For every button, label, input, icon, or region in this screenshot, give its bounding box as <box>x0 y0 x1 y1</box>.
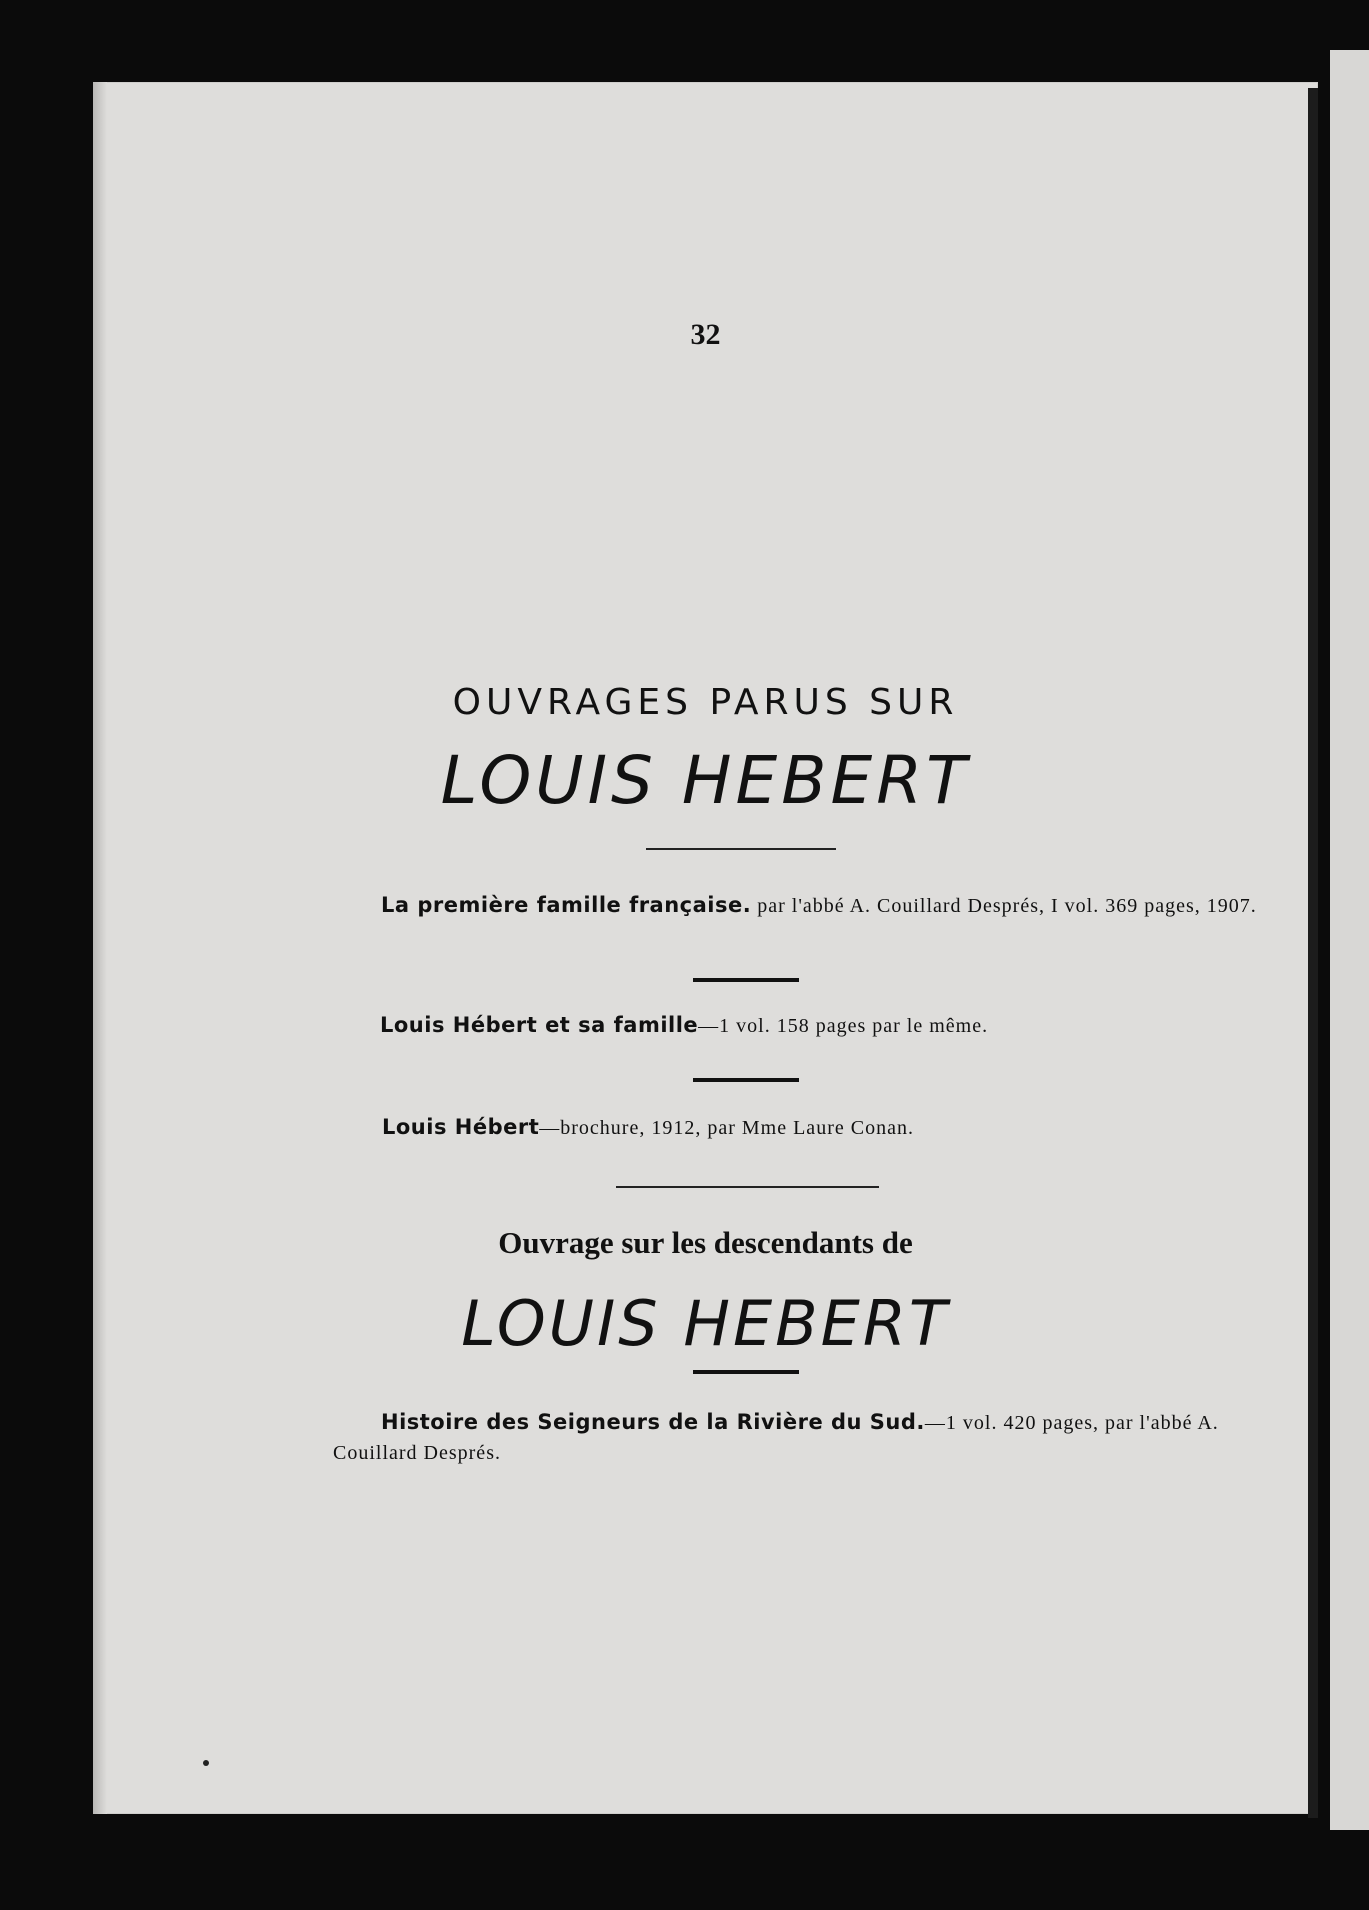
entry-detail: —brochure, 1912, par Mme Laure Conan. <box>539 1117 914 1139</box>
divider <box>693 1370 799 1374</box>
divider <box>693 1078 799 1082</box>
section-heading-name: LOUIS HEBERT <box>440 742 971 819</box>
entry-detail: par l'abbé A. Couillard Després, I vol. 369 pages, 1907. <box>751 895 1257 917</box>
page-edge-shadow <box>93 82 107 1814</box>
section-heading-name-2: LOUIS HEBERT <box>461 1287 950 1360</box>
page-number: 32 <box>690 318 721 351</box>
page-binding <box>1308 88 1318 1818</box>
divider <box>616 1186 879 1188</box>
entry-title: Histoire des Seigneurs de la Rivière du Sud. <box>381 1410 925 1434</box>
bibliography-entry <box>333 1407 1273 1468</box>
book-page <box>93 82 1318 1814</box>
bibliography-entry <box>382 1112 1272 1143</box>
scan-speck <box>203 1760 209 1766</box>
section-heading-works: OUVRAGES PARUS SUR <box>452 682 959 723</box>
entry-detail: —1 vol. 420 pages, par l'abbé A. Couillard Després. <box>333 1412 1219 1464</box>
entry-detail: —1 vol. 158 pages par le même. <box>698 1015 989 1037</box>
adjacent-page-edge <box>1330 50 1369 1830</box>
section-heading-descendants: Ouvrage sur les descendants de <box>498 1225 913 1260</box>
entry-title: Louis Hébert et sa famille <box>380 1013 699 1037</box>
entry-title: Louis Hébert <box>382 1115 540 1139</box>
bibliography-entry <box>380 1010 1270 1041</box>
entry-title: La première famille française. <box>381 893 752 917</box>
bibliography-entry <box>333 890 1268 921</box>
divider <box>646 848 836 850</box>
divider <box>693 978 799 982</box>
